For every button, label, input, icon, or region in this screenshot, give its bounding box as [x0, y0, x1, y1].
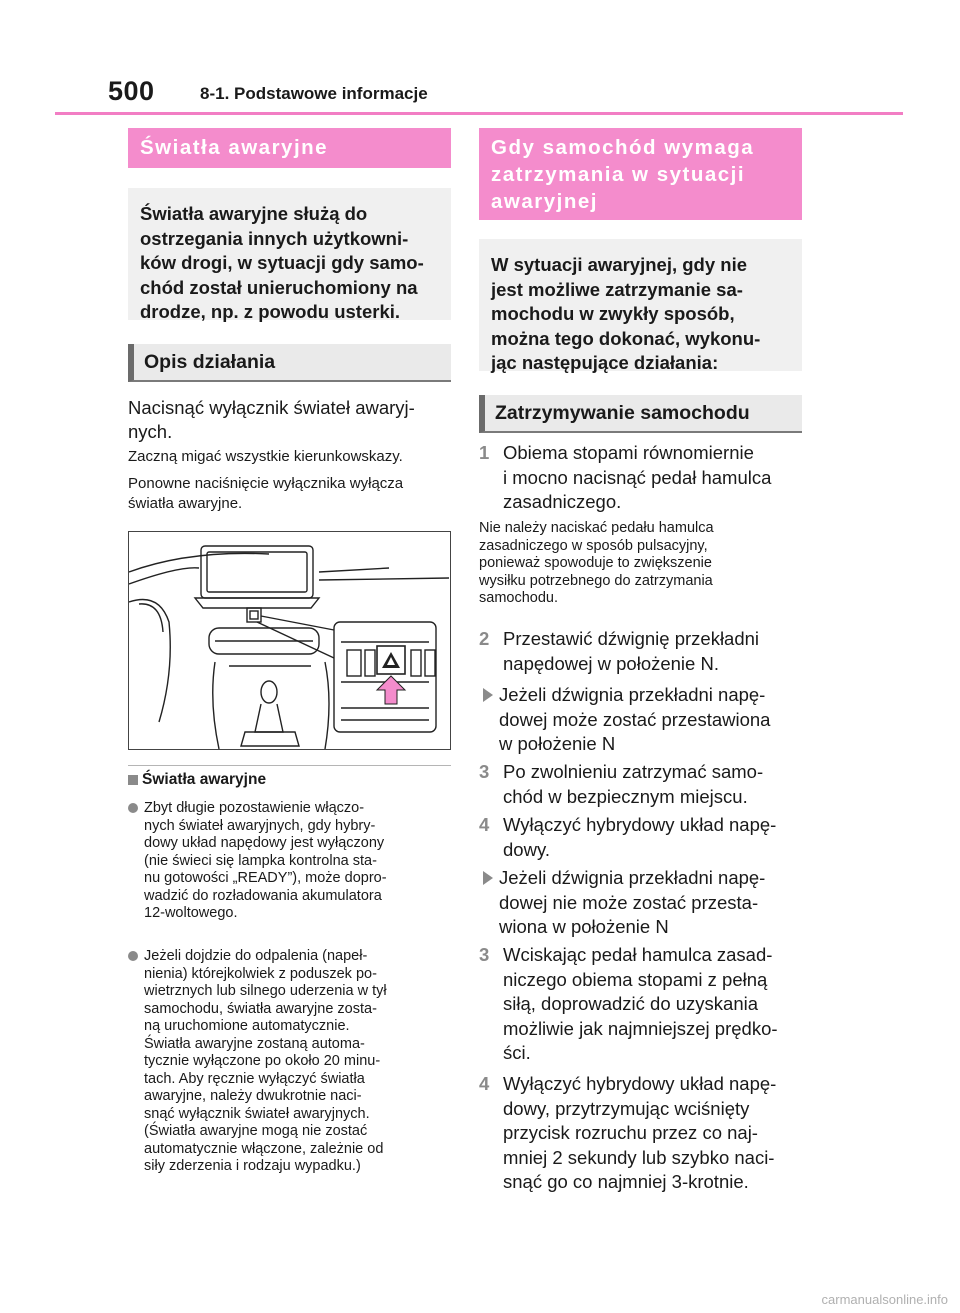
triangle-bullet-icon — [483, 688, 493, 702]
stopping-subheading — [479, 395, 802, 433]
note-line: wysiłku potrzebnego do zatrzymania — [479, 572, 713, 589]
instruction-line: nych. — [128, 421, 173, 442]
step-line: Wyłączyć hybrydowy układ napę- — [503, 1073, 777, 1094]
intro-line: drodze, np. z powodu usterki. — [140, 301, 401, 322]
hazard-lights-title — [128, 128, 451, 168]
notes-heading — [128, 771, 266, 789]
steering-wheel-rim-inner — [139, 604, 163, 632]
page-number: 500 — [108, 76, 155, 106]
dash-line — [319, 568, 389, 572]
steering-wheel-rim — [129, 600, 170, 723]
round-bullet-icon — [128, 951, 138, 961]
watermark: carmanualsonline.info — [821, 1292, 948, 1307]
display-screen-inner — [207, 552, 307, 592]
emergency-stop-title — [479, 128, 802, 220]
condition-line: dowej nie może zostać przesta- — [499, 891, 759, 913]
console-right — [325, 662, 329, 749]
zoom-button — [347, 650, 361, 676]
intro-line: mochodu w zwykły sposób, — [491, 303, 735, 324]
step-number: 4 — [479, 1073, 490, 1094]
bullet-line: (nie świeci się lampka kontrolna sta- — [144, 852, 377, 869]
dash-line — [129, 568, 199, 584]
intro-line: chód został unieruchomiony na — [140, 276, 418, 298]
hazard-lights-intro — [128, 188, 451, 320]
instruction-line: Nacisnąć wyłącznik świateł awaryj- — [128, 397, 415, 418]
console-left — [213, 662, 219, 749]
step-line: siłą, doprowadzić do uzyskania — [503, 993, 759, 1014]
intro-line: ków drogi, w sytuacji gdy samo- — [140, 252, 424, 273]
bullet-line: wadzić do rozładowania akumulatora — [144, 887, 382, 904]
bullet-line: Zbyt długie pozostawienie włączo- — [144, 800, 365, 816]
step-number: 3 — [479, 761, 490, 782]
step-line: zasadniczego. — [503, 491, 622, 512]
bullet-line: samochodu, światła awaryjne zosta- — [144, 1000, 377, 1017]
step-line: Wyłączyć hybrydowy układ napę- — [503, 814, 777, 835]
gear-knob — [261, 681, 277, 703]
dash-line — [129, 553, 269, 572]
step-line: ści. — [503, 1042, 531, 1063]
step-line: Obiema stopami równomiernie — [503, 442, 754, 463]
step-line: przycisk rozruchu przez co naj- — [503, 1122, 758, 1143]
hazard-switch-small — [247, 608, 261, 622]
stopping-subheading-text: Zatrzymywanie samochodu — [495, 401, 750, 424]
bullet-line: wietrznych lub silnego uderzenia w tył — [144, 983, 387, 999]
operation-note-2 — [128, 474, 458, 514]
step-number: 3 — [479, 944, 490, 965]
step-line: Wciskając pedał hamulca zasad- — [503, 944, 773, 965]
dashboard-drawing — [129, 532, 450, 749]
step-4b — [479, 1072, 809, 1196]
step-line: i mocno nacisnąć pedał hamulca — [503, 466, 772, 488]
display-base — [195, 598, 319, 608]
bullet-line: Światła awaryjne zostaną automa- — [144, 1035, 365, 1052]
note-line: ponieważ spowoduje to zwiększenie — [479, 555, 712, 571]
step-line: niczego obiema stopami z pełną — [503, 968, 768, 990]
condition-2 — [479, 866, 809, 940]
title-line: zatrzymania w sytuacji — [491, 163, 746, 186]
step-4a — [479, 813, 809, 863]
step-line: Przestawić dźwignię przekładni — [503, 628, 760, 649]
gear-boot — [255, 704, 283, 732]
step-2 — [479, 627, 809, 677]
notes-heading-text: Światła awaryjne — [142, 771, 267, 788]
intro-line: jąc następujące działania: — [491, 352, 719, 373]
step-line: chód w bezpiecznym miejscu. — [503, 785, 748, 807]
bullet-line: nu gotowości „READY”), może dopro- — [144, 870, 387, 886]
bullet-line: snąć wyłącznik świateł awaryjnych. — [144, 1105, 370, 1122]
zoom-box — [334, 622, 436, 732]
bullet-line: awaryjne, należy dwukrotnie naci- — [144, 1088, 362, 1104]
step-line: snąć go co najmniej 3-krotnie. — [503, 1171, 749, 1192]
step-number: 1 — [479, 442, 490, 463]
step-line: Po zwolnieniu zatrzymać samo- — [503, 761, 764, 782]
title-line: awaryjnej — [491, 190, 598, 213]
bullet-line: dowy układ napędowy jest wyłączony — [144, 835, 385, 851]
hazard-switch-small-inner — [250, 611, 258, 619]
bullet-line: tach. Aby ręcznie wyłączyć światła — [144, 1070, 365, 1087]
bullet-line: Jeżeli dojdzie do odpalenia (napeł- — [144, 948, 368, 964]
bullet-line: (Światła awaryjne mogą nie zostać — [144, 1123, 368, 1139]
intro-line: W sytuacji awaryjnej, gdy nie — [491, 254, 748, 275]
condition-line: Jeżeli dźwignia przekładni napę- — [499, 867, 766, 888]
dash-line — [319, 578, 449, 580]
gear-base — [241, 732, 299, 746]
bullet-line: nych świateł awaryjnych, gdy hybry- — [144, 817, 376, 834]
condition-line: Jeżeli dźwignia przekładni napę- — [499, 684, 766, 705]
step-line: dowy, przytrzymując wciśnięty — [503, 1097, 750, 1119]
pink-arrow-icon — [377, 676, 405, 704]
header-rule — [55, 112, 903, 115]
operation-note-1: Zaczną migać wszystkie kierunkowskazy. — [128, 448, 403, 465]
operation-instruction — [128, 396, 453, 444]
bullet-line: siły zderzenia i rodzaju wypadku.) — [144, 1158, 361, 1174]
step-line: napędowej w położenie N. — [503, 652, 719, 674]
zoom-button — [425, 650, 435, 676]
bullet-line: nienia) którejkolwiek z poduszek po- — [144, 965, 377, 982]
step-line: mniej 2 sekundy lub szybko naci- — [503, 1146, 775, 1168]
intro-line: Światła awaryjne służą do — [140, 203, 368, 224]
note-line: zasadniczego w sposób pulsacyjny, — [479, 537, 708, 554]
bullet-line: ną uruchomione automatycznie. — [144, 1018, 350, 1034]
operation-subheading — [128, 344, 451, 382]
title-line: Gdy samochód wymaga — [491, 136, 755, 159]
operation-subheading-text: Opis działania — [144, 350, 276, 373]
step-1 — [479, 441, 809, 515]
condition-line: dowej może zostać przestawiona — [499, 708, 771, 730]
bullet-line: tycznie wyłączone po około 20 minu- — [144, 1053, 381, 1069]
note-line: Ponowne naciśnięcie wyłącznika wyłącza — [128, 475, 404, 492]
step-number: 2 — [479, 628, 490, 649]
triangle-bullet-icon — [483, 871, 493, 885]
dashboard-illustration — [128, 531, 451, 750]
zoom-button — [365, 650, 375, 676]
condition-1 — [479, 683, 809, 757]
bullet-line: 12-woltowego. — [144, 905, 238, 921]
intro-line: ostrzegania innych użytkowni- — [140, 227, 409, 249]
section-title: 8-1. Podstawowe informacje — [200, 84, 428, 103]
step-1-note — [479, 520, 809, 608]
note-line: światła awaryjne. — [128, 495, 243, 512]
note-line: Nie należy naciskać pedału hamulca — [479, 520, 714, 536]
intro-line: można tego dokonać, wykonu- — [491, 327, 761, 349]
condition-line: wiona w położenie N — [499, 916, 669, 937]
note-line: samochodu. — [479, 590, 558, 606]
bullet-line: automatycznie włączone, zależnie od — [144, 1140, 384, 1157]
square-bullet-icon — [128, 775, 138, 785]
step-3b — [479, 943, 809, 1067]
zoom-button — [411, 650, 421, 676]
note-bullet-1 — [128, 800, 458, 923]
emergency-stop-intro — [479, 239, 802, 371]
step-line: możliwie jak najmniejszej prędko- — [503, 1017, 778, 1039]
notes-rule — [128, 765, 451, 766]
step-3a — [479, 760, 809, 810]
intro-line: jest możliwe zatrzymanie sa- — [491, 278, 743, 300]
step-line: dowy. — [503, 838, 550, 860]
hazard-lights-title-text: Światła awaryjne — [140, 136, 329, 159]
step-number: 4 — [479, 814, 490, 835]
condition-line: w położenie N — [499, 733, 616, 754]
note-bullet-2 — [128, 948, 458, 1176]
round-bullet-icon — [128, 803, 138, 813]
